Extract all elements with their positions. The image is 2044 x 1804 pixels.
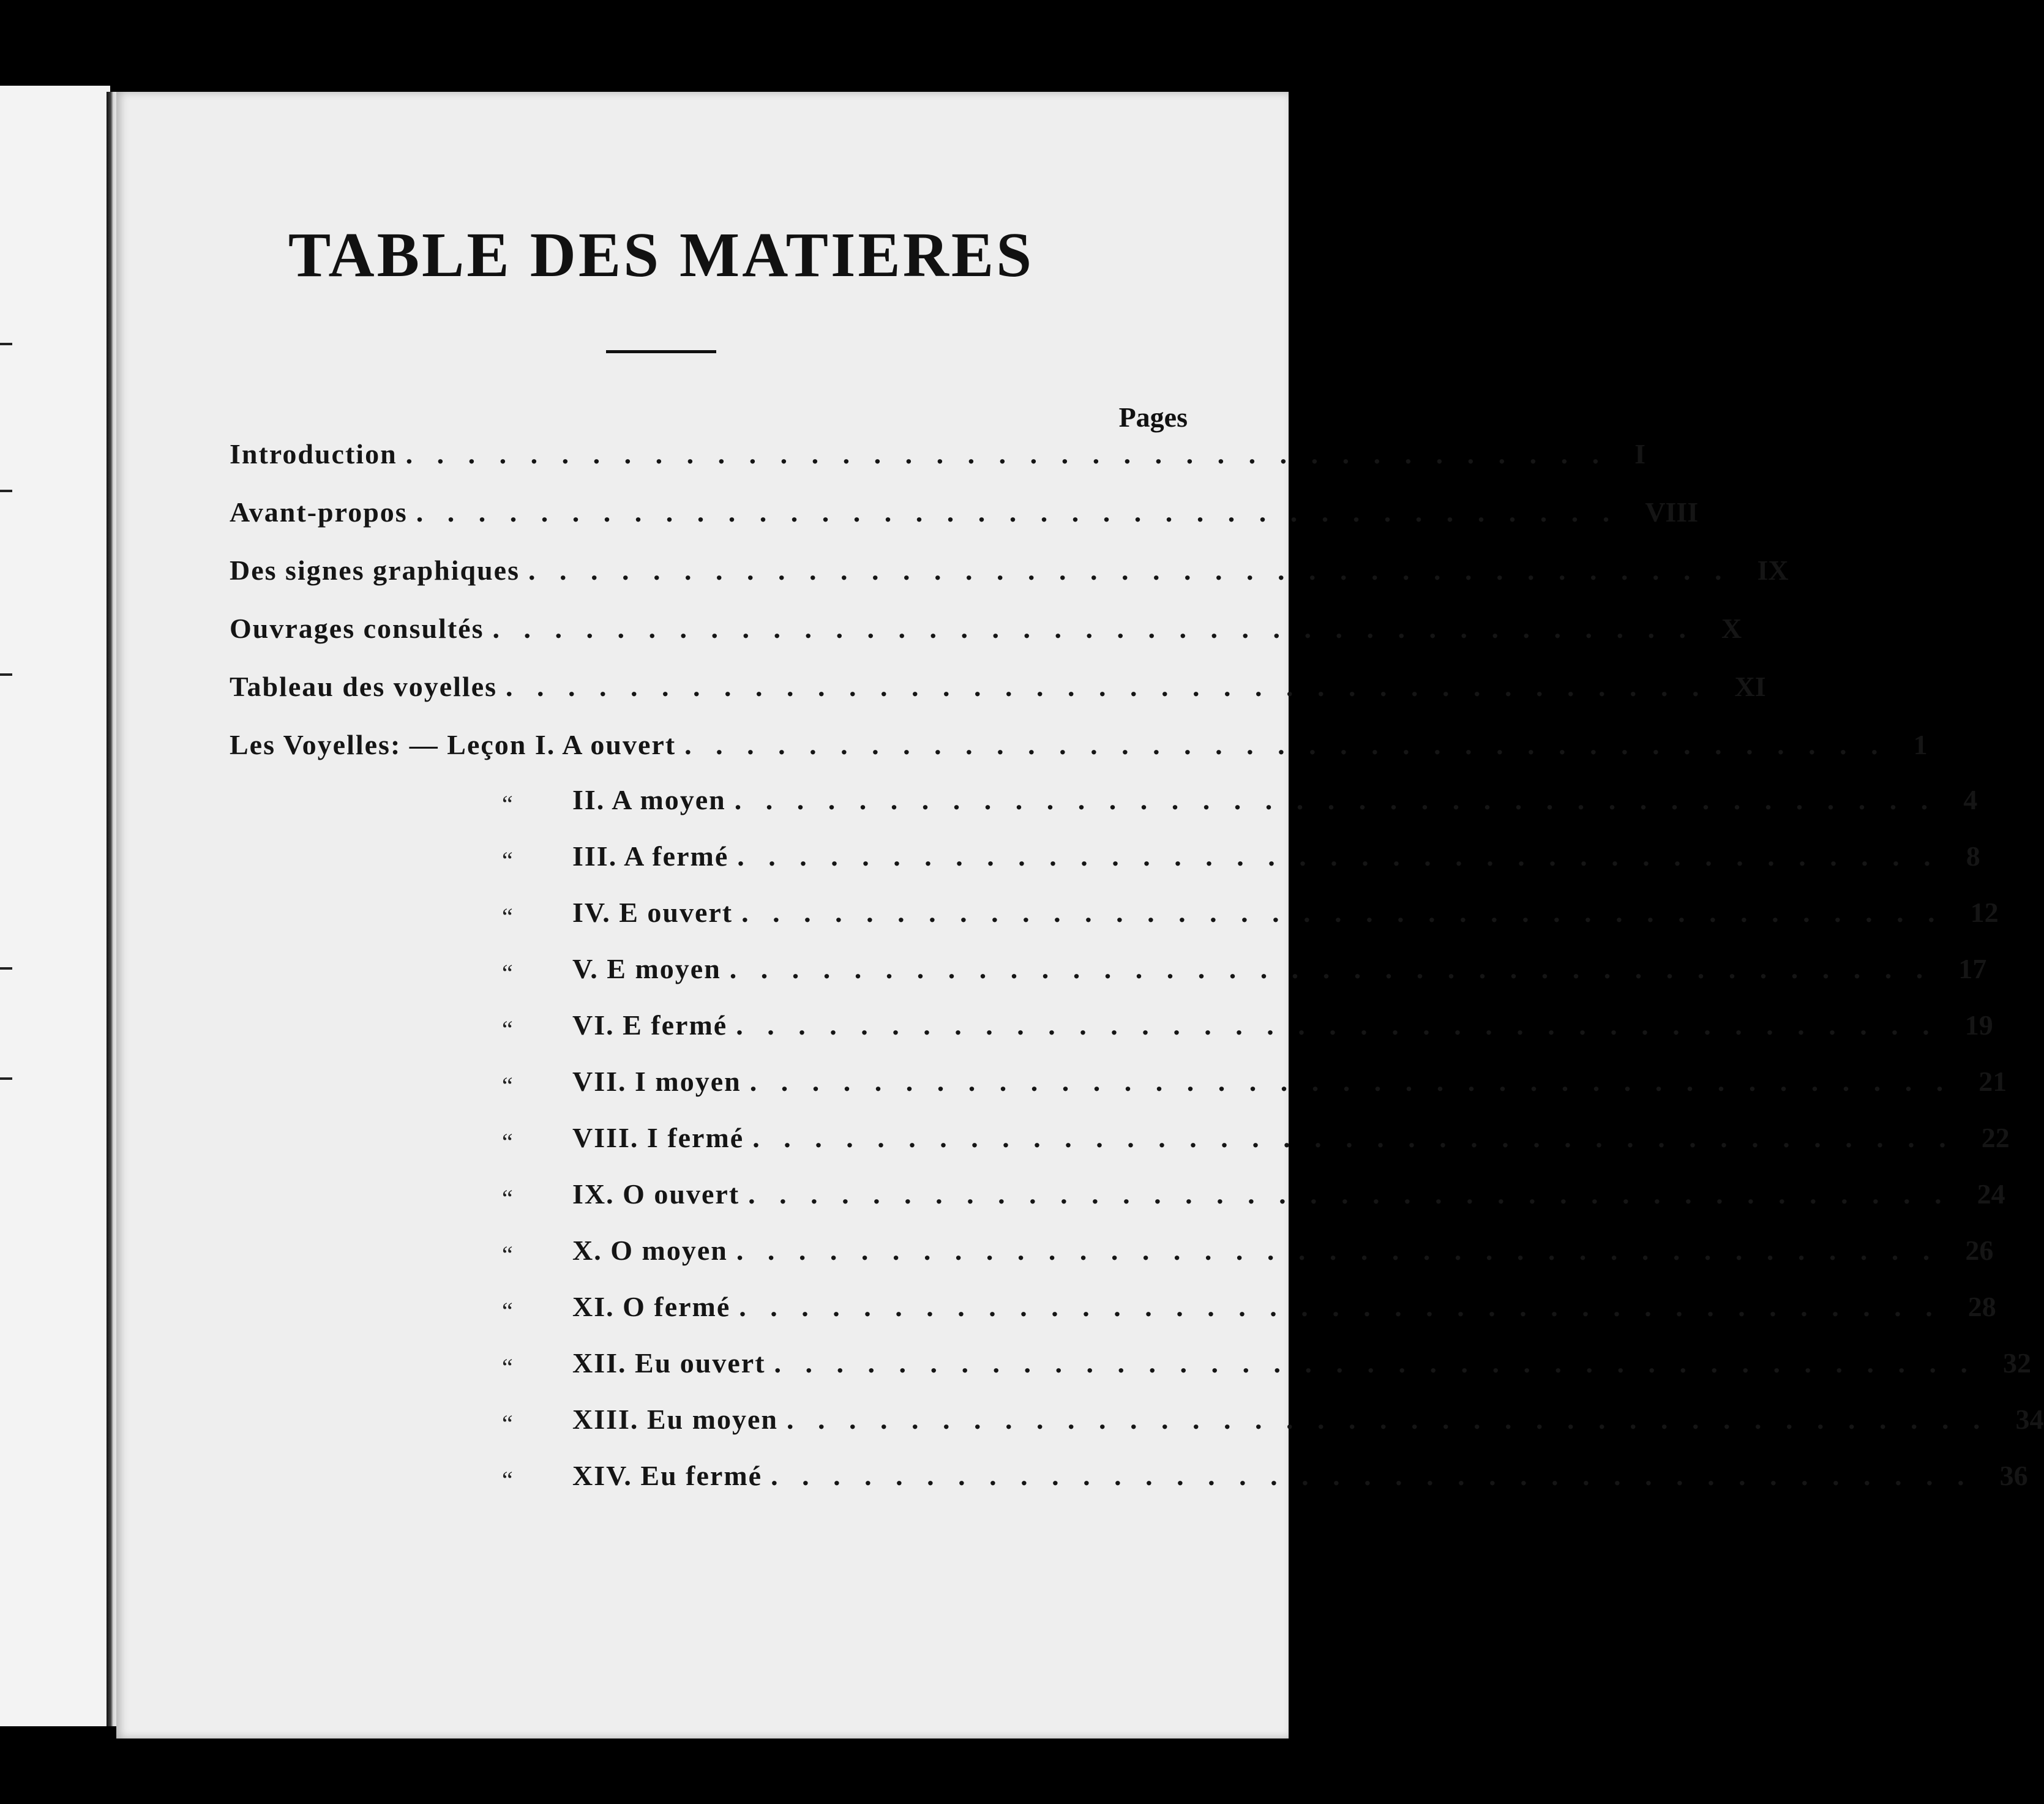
toc-entry-label: Ouvrages consultés bbox=[230, 613, 484, 644]
lesson-entry bbox=[572, 896, 1999, 933]
ditto-mark: “ bbox=[502, 1072, 513, 1099]
dot-leader: . . . . . . . . . . . . . . . . . . . . . . . . . . . . . . . . . . . . . . . bbox=[787, 1404, 1989, 1435]
dot-leader: . . . . . . . . . . . . . . . . . . . . . . . . . . . . . . . . . . . . . . . bbox=[492, 613, 1694, 644]
lesson-entry-label: III. A fermé bbox=[572, 840, 729, 872]
lesson-entry-label: XI. O fermé bbox=[572, 1291, 731, 1322]
pages-column-header: Pages bbox=[1118, 402, 1188, 433]
dot-leader: . . . . . . . . . . . . . . . . . . . . . . . . . . . . . . . . . . . . . . . bbox=[729, 953, 1932, 984]
toc-entry-label: Les Voyelles: — Leçon I. A ouvert bbox=[230, 729, 676, 760]
ditto-mark: “ bbox=[502, 1353, 513, 1381]
lesson-entry-label: V. E moyen bbox=[572, 953, 721, 984]
lesson-entry-page: 22 bbox=[1981, 1122, 2010, 1153]
toc-entry-page: IX bbox=[1757, 555, 1789, 586]
ditto-mark: “ bbox=[502, 847, 513, 874]
ditto-mark: “ bbox=[502, 1410, 513, 1437]
lesson-entry bbox=[572, 784, 1978, 820]
ditto-mark: “ bbox=[502, 1466, 513, 1494]
lesson-entry-page: 36 bbox=[1999, 1460, 2028, 1491]
dot-leader: . . . . . . . . . . . . . . . . . . . . . . . . . . . . . . . . . . . . . . . bbox=[506, 671, 1708, 702]
page-title: TABLE DES MATIERES bbox=[288, 220, 1035, 290]
ditto-mark: “ bbox=[502, 903, 513, 930]
toc-entry bbox=[230, 438, 1646, 474]
toc-entry-label: Introduction bbox=[230, 438, 397, 470]
lesson-entry bbox=[572, 1065, 2007, 1102]
lesson-entry-label: IV. E ouvert bbox=[572, 897, 733, 928]
lesson-entry bbox=[572, 1403, 2044, 1440]
dot-leader: . . . . . . . . . . . . . . . . . . . . . . . . . . . . . . . . . . . . . . . bbox=[739, 1291, 1941, 1322]
lesson-entry bbox=[572, 1009, 1993, 1046]
ditto-mark: “ bbox=[502, 1185, 513, 1212]
left-page-fragment bbox=[0, 343, 12, 345]
lesson-entry-label: VII. I moyen bbox=[572, 1066, 741, 1097]
lesson-entry bbox=[572, 840, 1980, 877]
lesson-entry-label: VIII. I fermé bbox=[572, 1122, 744, 1153]
lesson-entry-page: 24 bbox=[1977, 1178, 2005, 1210]
dot-leader: . . . . . . . . . . . . . . . . . . . . . . . . . . . . . . . . . . . . . . . bbox=[734, 784, 1937, 815]
lesson-entry-label: XII. Eu ouvert bbox=[572, 1347, 766, 1379]
lesson-entry bbox=[572, 1178, 2005, 1215]
ditto-mark: “ bbox=[502, 959, 513, 987]
lesson-entry-label: VI. E fermé bbox=[572, 1009, 728, 1041]
toc-entry bbox=[230, 554, 1789, 591]
ditto-mark: “ bbox=[502, 790, 513, 818]
lesson-entry-page: 4 bbox=[1963, 784, 1978, 815]
left-page-fragment bbox=[0, 490, 12, 492]
lesson-entry-page: 34 bbox=[2015, 1404, 2044, 1435]
lesson-entry-page: 12 bbox=[1970, 897, 1999, 928]
lesson-entry-page: 28 bbox=[1967, 1291, 1996, 1322]
toc-entry-page: VIII bbox=[1645, 496, 1699, 528]
toc-entry-page: 1 bbox=[1913, 729, 1928, 760]
toc-entry bbox=[230, 612, 1742, 649]
toc-entry-label: Des signes graphiques bbox=[230, 555, 520, 586]
toc-entry bbox=[230, 670, 1766, 707]
dot-leader: . . . . . . . . . . . . . . . . . . . . . . . . . . . . . . . . . . . . . . . bbox=[416, 496, 1619, 528]
ditto-mark: “ bbox=[502, 1128, 513, 1156]
document-page bbox=[116, 92, 2044, 1739]
dot-leader: . . . . . . . . . . . . . . . . . . . . . . . . . . . . . . . . . . . . . . . bbox=[752, 1122, 1955, 1153]
lesson-entry-page: 26 bbox=[1965, 1235, 1994, 1266]
toc-entry bbox=[230, 728, 1928, 765]
dot-leader: . . . . . . . . . . . . . . . . . . . . . . . . . . . . . . . . . . . . . . . bbox=[771, 1460, 1973, 1491]
toc-entry-label: Tableau des voyelles bbox=[230, 671, 498, 702]
lesson-entry bbox=[572, 1290, 1996, 1327]
dot-leader: . . . . . . . . . . . . . . . . . . . . . . . . . . . . . . . . . . . . . . . bbox=[749, 1066, 1952, 1097]
lesson-entry bbox=[572, 1234, 1994, 1271]
dot-leader: . . . . . . . . . . . . . . . . . . . . . . . . . . . . . . . . . . . . . . . bbox=[736, 1235, 1939, 1266]
dot-leader: . . . . . . . . . . . . . . . . . . . . . . . . . . . . . . . . . . . . . . . bbox=[741, 897, 1944, 928]
left-page-edge bbox=[0, 86, 110, 1726]
lesson-entry-page: 17 bbox=[1958, 953, 1987, 984]
dot-leader: . . . . . . . . . . . . . . . . . . . . . . . . . . . . . . . . . . . . . . . bbox=[528, 555, 1731, 586]
lesson-entry-page: 19 bbox=[1964, 1009, 1993, 1041]
lesson-entry-label: II. A moyen bbox=[572, 784, 726, 815]
ditto-mark: “ bbox=[502, 1016, 513, 1043]
dot-leader: . . . . . . . . . . . . . . . . . . . . . . . . . . . . . . . . . . . . . . . bbox=[736, 1009, 1938, 1041]
lesson-entry-page: 32 bbox=[2003, 1347, 2032, 1379]
lesson-entry bbox=[572, 1347, 2032, 1383]
lesson-entry-label: XIV. Eu fermé bbox=[572, 1460, 763, 1491]
dot-leader: . . . . . . . . . . . . . . . . . . . . . . . . . . . . . . . . . . . . . . . bbox=[405, 438, 1608, 470]
dot-leader: . . . . . . . . . . . . . . . . . . . . . . . . . . . . . . . . . . . . . . . bbox=[748, 1178, 1950, 1210]
toc-entry-page: X bbox=[1721, 613, 1742, 644]
table-of-contents bbox=[116, 92, 2044, 1739]
lesson-entry bbox=[572, 1459, 2028, 1496]
left-page-fragment bbox=[0, 673, 12, 676]
lesson-entry-label: IX. O ouvert bbox=[572, 1178, 740, 1210]
toc-entry-label: Avant-propos bbox=[230, 496, 408, 528]
ditto-mark: “ bbox=[502, 1241, 513, 1268]
lesson-entry-page: 8 bbox=[1966, 840, 1980, 872]
lesson-entry-label: XIII. Eu moyen bbox=[572, 1404, 779, 1435]
lesson-entry-page: 21 bbox=[1978, 1066, 2007, 1097]
toc-entry-page: I bbox=[1634, 438, 1646, 470]
left-page-fragment bbox=[0, 1077, 12, 1080]
left-page-fragment bbox=[0, 967, 12, 970]
dot-leader: . . . . . . . . . . . . . . . . . . . . . . . . . . . . . . . . . . . . . . . bbox=[774, 1347, 1977, 1379]
toc-entry-page: XI bbox=[1734, 671, 1766, 702]
lesson-entry bbox=[572, 953, 1987, 989]
toc-entry bbox=[230, 496, 1699, 533]
dot-leader: . . . . . . . . . . . . . . . . . . . . . . . . . . . . . . . . . . . . . . . bbox=[737, 840, 1939, 872]
dot-leader: . . . . . . . . . . . . . . . . . . . . . . . . . . . . . . . . . . . . . . . bbox=[684, 729, 1887, 760]
lesson-entry-label: X. O moyen bbox=[572, 1235, 728, 1266]
lesson-entry bbox=[572, 1121, 2010, 1158]
ditto-mark: “ bbox=[502, 1297, 513, 1325]
